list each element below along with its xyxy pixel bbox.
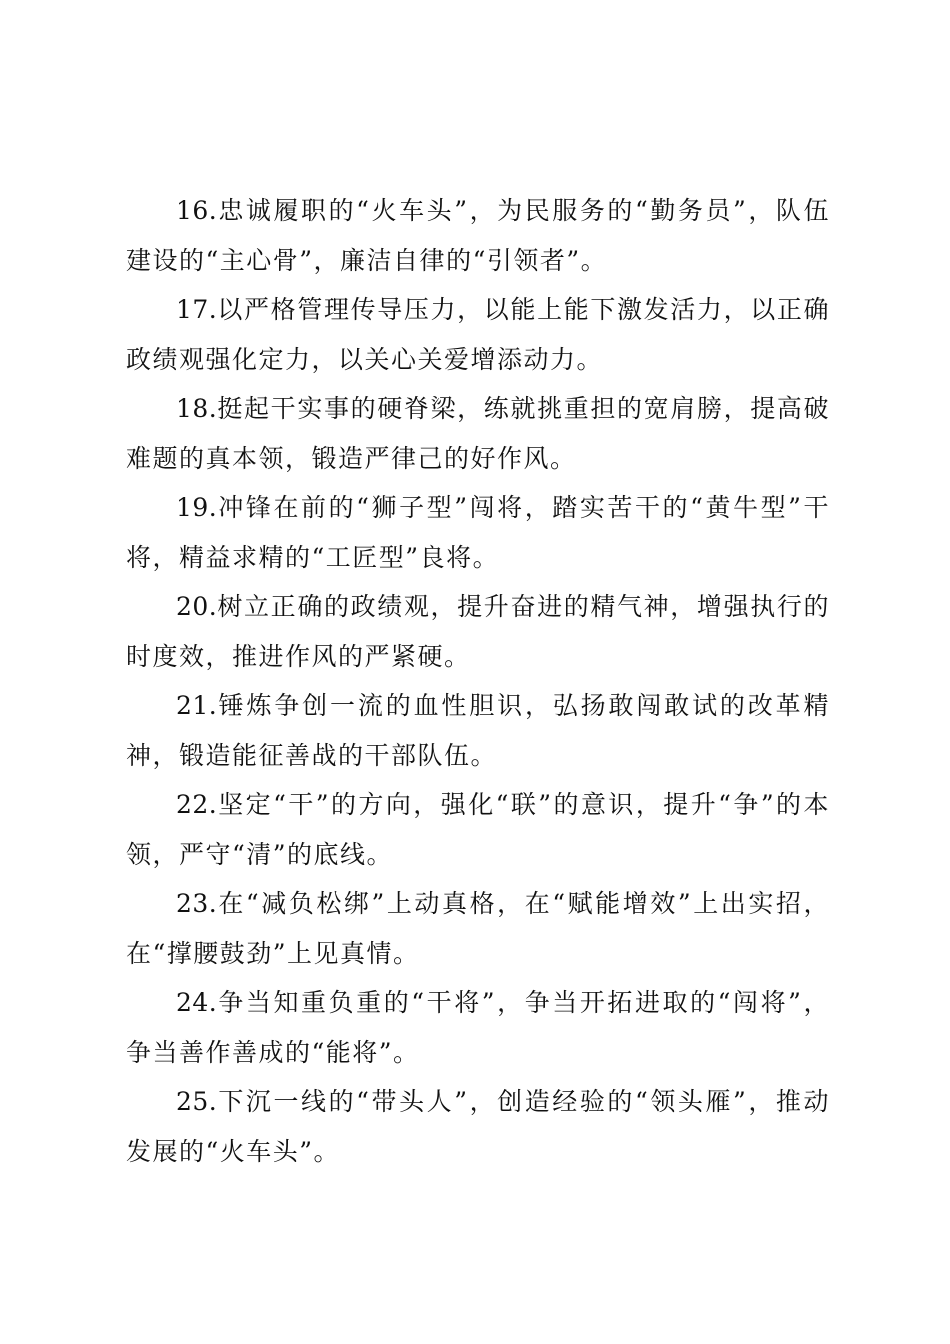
item-number: 16. bbox=[176, 196, 218, 225]
item-number: 23. bbox=[176, 889, 218, 918]
list-item bbox=[126, 780, 830, 879]
list-item bbox=[126, 1077, 830, 1176]
item-text: 坚定“干”的方向，强化“联”的意识，提升“争”的本领，严守“清”的底线。 bbox=[126, 790, 830, 869]
item-text: 在“减负松绑”上动真格，在“赋能增效”上出实招，在“撑腰鼓劲”上见真情。 bbox=[126, 889, 830, 968]
list-item bbox=[126, 879, 830, 978]
document-body bbox=[126, 186, 830, 1176]
item-text: 冲锋在前的“狮子型”闯将，踏实苦干的“黄牛型”干将，精益求精的“工匠型”良将。 bbox=[126, 493, 830, 572]
item-text: 锤炼争创一流的血性胆识，弘扬敢闯敢试的改革精神，锻造能征善战的干部队伍。 bbox=[126, 691, 830, 770]
item-number: 21. bbox=[176, 691, 218, 720]
list-item bbox=[126, 384, 830, 483]
list-item bbox=[126, 285, 830, 384]
item-text: 挺起干实事的硬脊梁，练就挑重担的宽肩膀，提高破难题的真本领，锻造严律己的好作风。 bbox=[126, 394, 830, 473]
list-item bbox=[126, 186, 830, 285]
item-number: 22. bbox=[176, 790, 218, 819]
item-text: 忠诚履职的“火车头”，为民服务的“勤务员”，队伍建设的“主心骨”，廉洁自律的“引领者”。 bbox=[126, 196, 830, 275]
list-item bbox=[126, 483, 830, 582]
item-number: 17. bbox=[176, 295, 218, 324]
item-number: 24. bbox=[176, 988, 218, 1017]
item-text: 争当知重负重的“干将”，争当开拓进取的“闯将”，争当善作善成的“能将”。 bbox=[126, 988, 830, 1067]
list-item bbox=[126, 582, 830, 681]
item-number: 20. bbox=[176, 592, 218, 621]
item-text: 树立正确的政绩观，提升奋进的精气神，增强执行的时度效，推进作风的严紧硬。 bbox=[126, 592, 830, 671]
list-item bbox=[126, 681, 830, 780]
item-text: 以严格管理传导压力，以能上能下激发活力，以正确政绩观强化定力，以关心关爱增添动力。 bbox=[126, 295, 830, 374]
item-number: 18. bbox=[176, 394, 218, 423]
item-number: 19. bbox=[176, 493, 218, 522]
item-text: 下沉一线的“带头人”，创造经验的“领头雁”，推动发展的“火车头”。 bbox=[126, 1087, 830, 1166]
item-number: 25. bbox=[176, 1087, 218, 1116]
list-item bbox=[126, 978, 830, 1077]
